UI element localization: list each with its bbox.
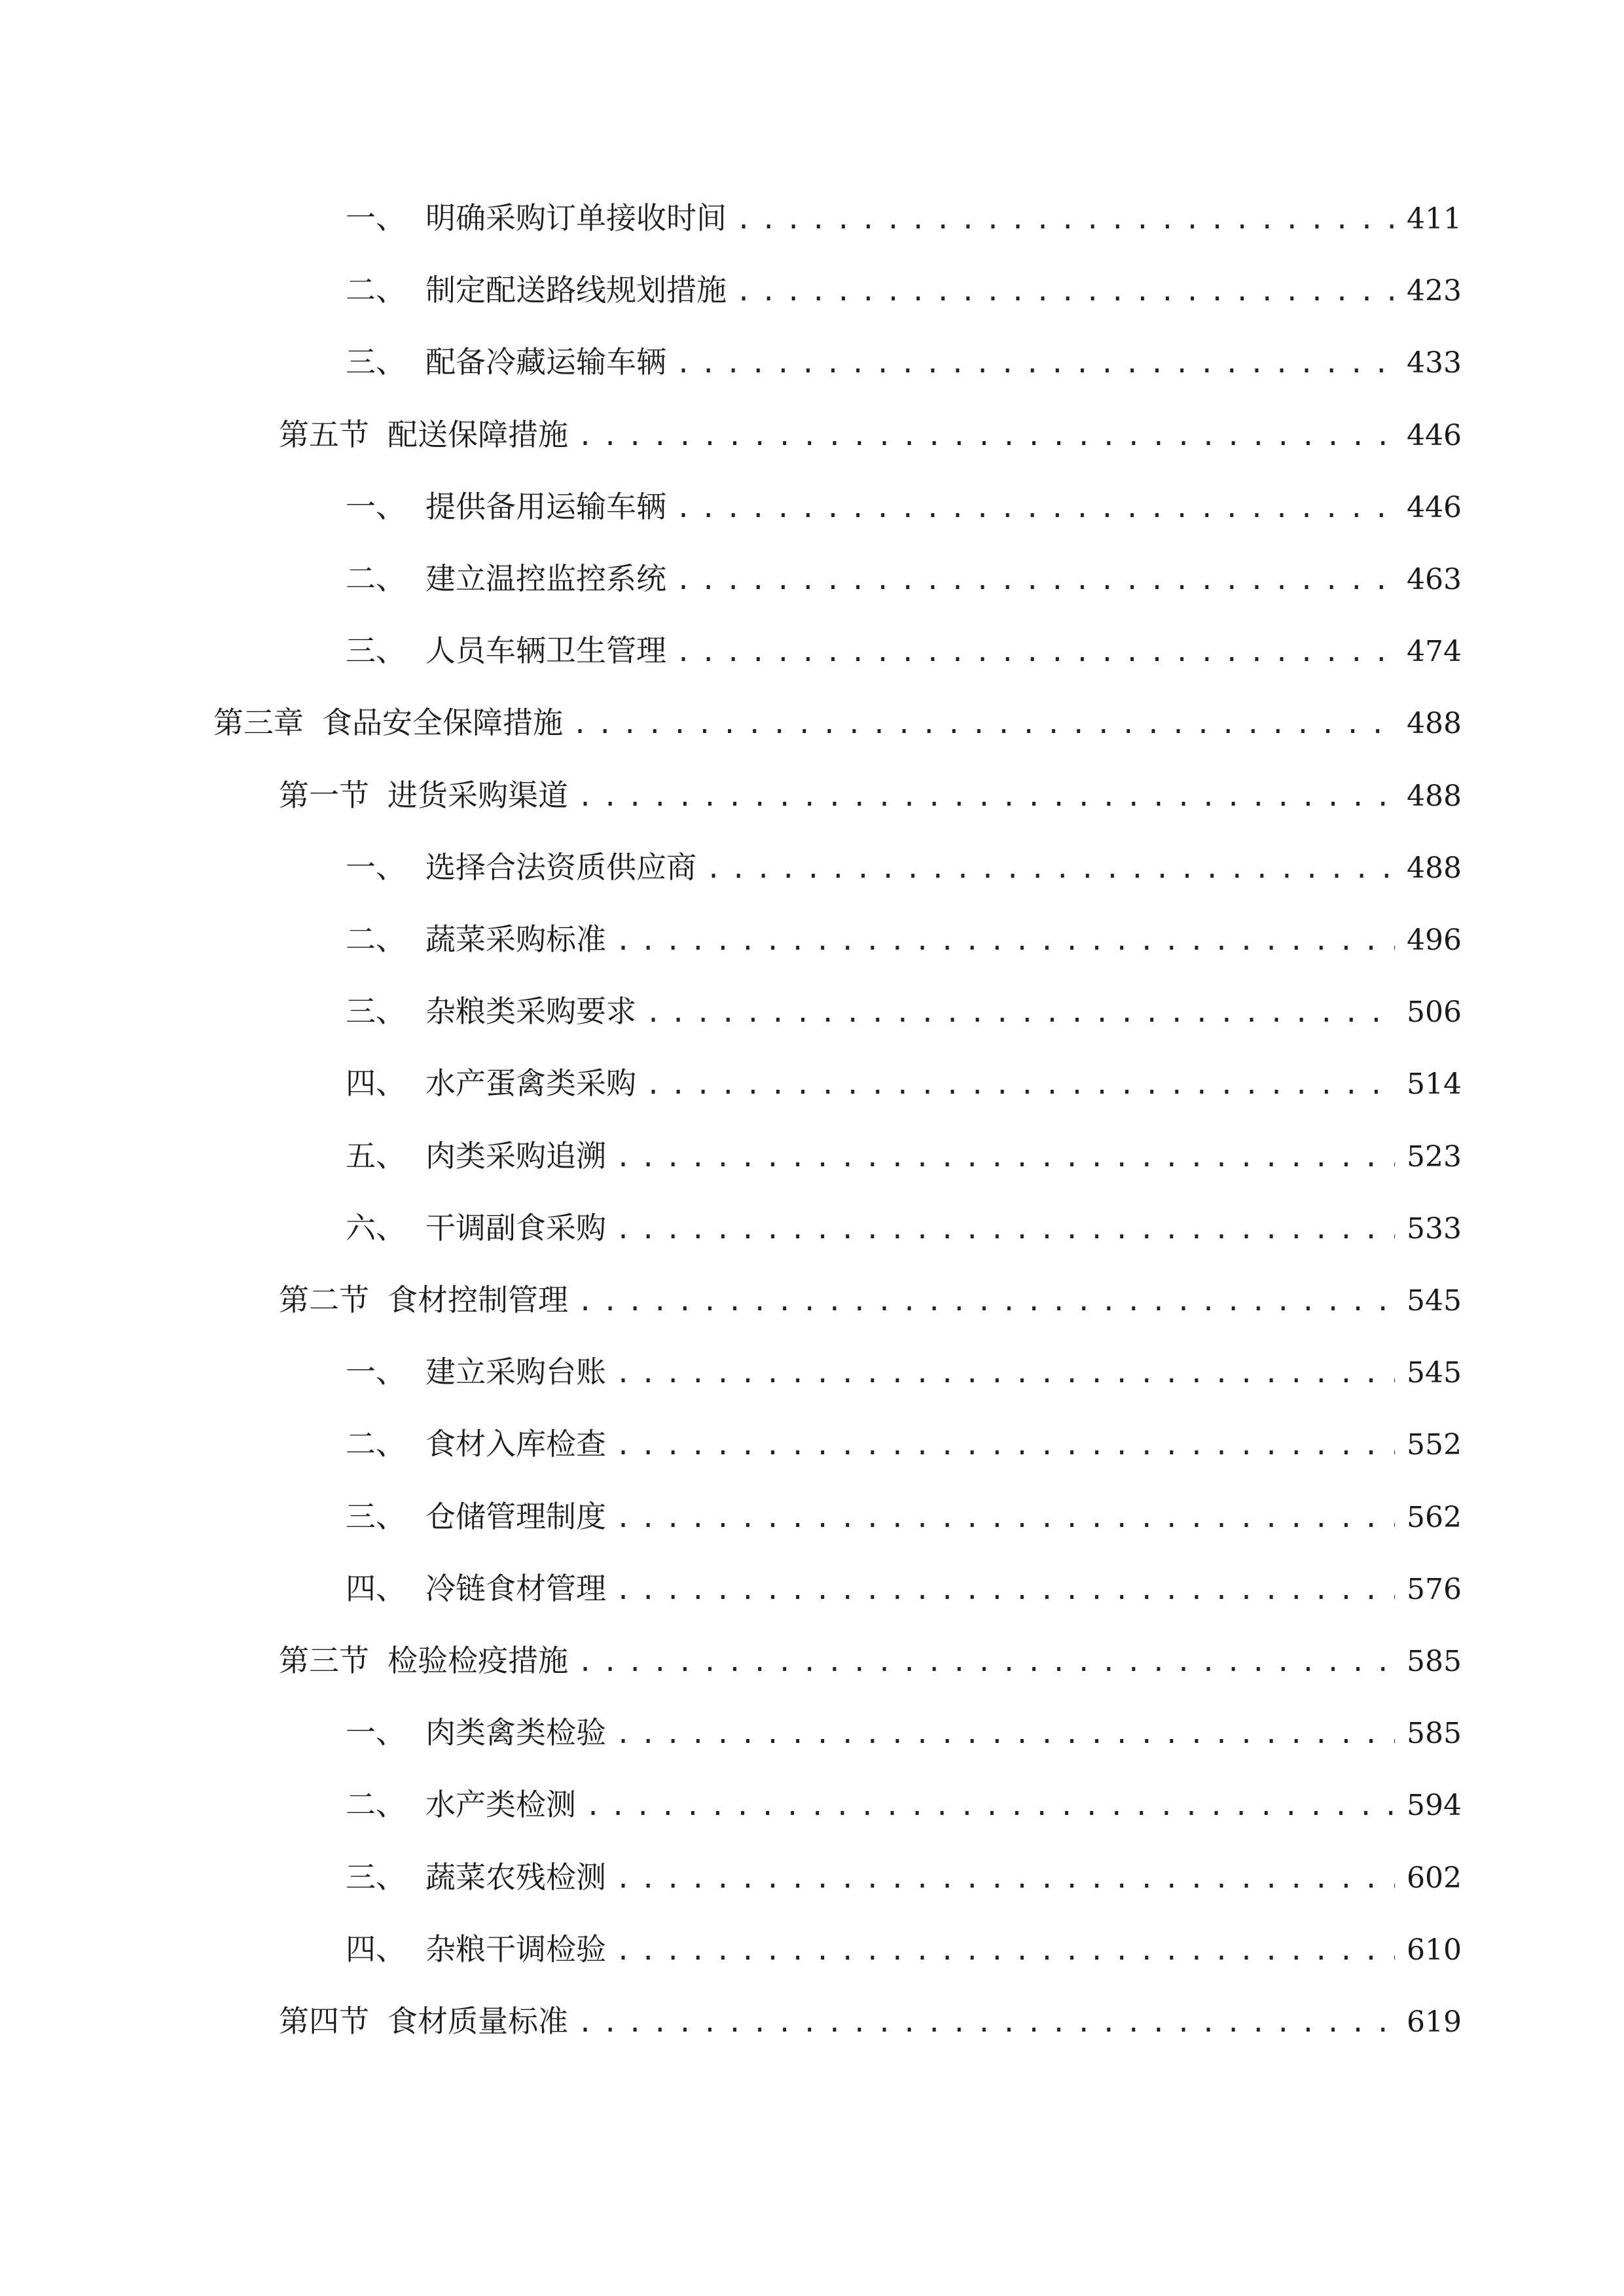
toc-entry[interactable] bbox=[346, 1421, 1462, 1467]
toc-entry-page-number: 523 bbox=[1407, 1140, 1462, 1174]
toc-dot-leader bbox=[676, 630, 1395, 675]
toc-entry-number: 第二节 bbox=[279, 1282, 369, 1318]
toc-entry-number: 一、 bbox=[346, 1715, 406, 1750]
toc-entry-page-number: 594 bbox=[1407, 1789, 1462, 1822]
toc-entry-page-number: 446 bbox=[1407, 419, 1462, 452]
toc-entry-title: 提供备用运输车辆 bbox=[425, 489, 666, 524]
toc-entry-page-number: 533 bbox=[1407, 1212, 1462, 1246]
toc-dot-leader bbox=[615, 1856, 1395, 1902]
toc-entry-page-number: 545 bbox=[1407, 1284, 1462, 1318]
toc-entry[interactable] bbox=[346, 1494, 1462, 1539]
toc-entry-page-number: 496 bbox=[1407, 924, 1462, 957]
toc-entry[interactable] bbox=[346, 267, 1462, 313]
toc-entry-number: 三、 bbox=[346, 633, 406, 668]
toc-dot-leader bbox=[645, 1062, 1395, 1108]
toc-entry-page-number: 585 bbox=[1407, 1645, 1462, 1678]
toc-entry-title: 杂粮干调检验 bbox=[425, 1931, 606, 1967]
toc-entry[interactable] bbox=[346, 1060, 1462, 1106]
toc-dot-leader bbox=[615, 918, 1395, 964]
toc-entry-page-number: 619 bbox=[1407, 2005, 1462, 2039]
toc-dot-leader bbox=[615, 1928, 1395, 1974]
toc-entry[interactable] bbox=[279, 1638, 1462, 1683]
toc-entry-page-number: 423 bbox=[1407, 274, 1462, 308]
toc-entry-number: 二、 bbox=[346, 272, 406, 308]
toc-dot-leader bbox=[645, 990, 1395, 1036]
toc-dot-leader bbox=[706, 846, 1395, 892]
toc-entry-number: 五、 bbox=[346, 1138, 406, 1174]
toc-entry-number: 三、 bbox=[346, 344, 406, 380]
toc-entry[interactable] bbox=[346, 1710, 1462, 1755]
toc-entry-page-number: 562 bbox=[1407, 1501, 1462, 1534]
toc-entry-number: 二、 bbox=[346, 1787, 406, 1822]
toc-dot-leader bbox=[615, 1207, 1395, 1253]
toc-entry-page-number: 488 bbox=[1407, 852, 1462, 885]
toc-entry[interactable] bbox=[346, 556, 1462, 601]
toc-entry-number: 第三章 bbox=[213, 705, 304, 740]
toc-entry-title: 配送保障措施 bbox=[388, 417, 568, 452]
toc-entry-title: 食材入库检查 bbox=[425, 1426, 606, 1462]
toc-entry-number: 二、 bbox=[346, 922, 406, 957]
toc-entry-title: 配备冷藏运输车辆 bbox=[425, 344, 666, 380]
toc-entry-number: 二、 bbox=[346, 561, 406, 596]
toc-entry[interactable] bbox=[346, 916, 1462, 962]
toc-entry-number: 一、 bbox=[346, 200, 406, 236]
toc-entry-number: 第五节 bbox=[279, 417, 369, 452]
toc-entry-number: 二、 bbox=[346, 1426, 406, 1462]
toc-entry-page-number: 576 bbox=[1407, 1573, 1462, 1606]
toc-entry[interactable] bbox=[346, 1349, 1462, 1395]
toc-dot-leader bbox=[736, 269, 1395, 315]
toc-entry[interactable] bbox=[279, 1277, 1462, 1323]
toc-entry-title: 选择合法资质供应商 bbox=[425, 850, 696, 885]
toc-entry-title: 水产类检测 bbox=[425, 1787, 576, 1822]
toc-dot-leader bbox=[736, 197, 1395, 243]
toc-entry-page-number: 610 bbox=[1407, 1933, 1462, 1967]
toc-entry-title: 食材质量标准 bbox=[388, 2003, 568, 2039]
toc-entry-title: 制定配送路线规划措施 bbox=[425, 272, 727, 308]
toc-entry-number: 三、 bbox=[346, 1499, 406, 1534]
toc-entry-title: 肉类禽类检验 bbox=[425, 1715, 606, 1750]
toc-dot-leader bbox=[615, 1496, 1395, 1541]
toc-entry[interactable] bbox=[279, 412, 1462, 457]
toc-entry-page-number: 463 bbox=[1407, 563, 1462, 596]
toc-entry-number: 四、 bbox=[346, 1931, 406, 1967]
toc-entry[interactable] bbox=[346, 195, 1462, 241]
toc-entry-number: 一、 bbox=[346, 489, 406, 524]
toc-entry-number: 第一节 bbox=[279, 778, 369, 813]
toc-entry-title: 建立采购台账 bbox=[425, 1354, 606, 1390]
toc-entry-number: 一、 bbox=[346, 1354, 406, 1390]
toc-entry-title: 肉类采购追溯 bbox=[425, 1138, 606, 1174]
toc-entry-page-number: 545 bbox=[1407, 1356, 1462, 1390]
toc-entry-page-number: 474 bbox=[1407, 635, 1462, 668]
toc-entry[interactable] bbox=[213, 700, 1462, 745]
toc-dot-leader bbox=[615, 1712, 1395, 1757]
toc-entry-page-number: 411 bbox=[1407, 202, 1462, 236]
toc-entry-title: 进货采购渠道 bbox=[388, 778, 568, 813]
toc-dot-leader bbox=[577, 1279, 1395, 1325]
toc-entry-page-number: 585 bbox=[1407, 1717, 1462, 1750]
toc-entry-title: 杂粮类采购要求 bbox=[425, 994, 636, 1029]
toc-entry-title: 人员车辆卫生管理 bbox=[425, 633, 666, 668]
toc-dot-leader bbox=[577, 414, 1395, 459]
toc-dot-leader bbox=[577, 1640, 1395, 1685]
toc-dot-leader bbox=[676, 341, 1395, 387]
toc-entry[interactable] bbox=[346, 988, 1462, 1034]
toc-entry-title: 水产蛋禽类采购 bbox=[425, 1066, 636, 1101]
toc-entry-title: 食材控制管理 bbox=[388, 1282, 568, 1318]
toc-entry-page-number: 552 bbox=[1407, 1428, 1462, 1462]
toc-dot-leader bbox=[615, 1568, 1395, 1613]
toc-entry-page-number: 433 bbox=[1407, 346, 1462, 380]
toc-entry[interactable] bbox=[279, 772, 1462, 818]
toc-entry-page-number: 446 bbox=[1407, 491, 1462, 524]
toc-entry-title: 冷链食材管理 bbox=[425, 1571, 606, 1606]
toc-entry-title: 食品安全保障措施 bbox=[322, 705, 563, 740]
toc-entry-page-number: 514 bbox=[1407, 1067, 1462, 1101]
toc-entry-title: 明确采购订单接收时间 bbox=[425, 200, 727, 236]
toc-entry[interactable] bbox=[346, 339, 1462, 385]
toc-dot-leader bbox=[615, 1135, 1395, 1181]
toc-entry-title: 建立温控监控系统 bbox=[425, 561, 666, 596]
toc-entry[interactable] bbox=[346, 628, 1462, 673]
toc-entry[interactable] bbox=[346, 1782, 1462, 1827]
toc-entry-number: 三、 bbox=[346, 1859, 406, 1895]
toc-entry[interactable] bbox=[279, 1998, 1462, 2044]
toc-entry-number: 第三节 bbox=[279, 1643, 369, 1678]
toc-entry-number: 第四节 bbox=[279, 2003, 369, 2039]
toc-dot-leader bbox=[577, 774, 1395, 820]
toc-entry-title: 仓储管理制度 bbox=[425, 1499, 606, 1534]
toc-entry-title: 干调副食采购 bbox=[425, 1210, 606, 1246]
toc-entry-page-number: 506 bbox=[1407, 996, 1462, 1029]
toc-entry-title: 检验检疫措施 bbox=[388, 1643, 568, 1678]
toc-entry-number: 三、 bbox=[346, 994, 406, 1029]
toc-entry[interactable] bbox=[346, 1566, 1462, 1611]
toc-entry-page-number: 602 bbox=[1407, 1861, 1462, 1895]
toc-dot-leader bbox=[577, 2000, 1395, 2046]
toc-entry[interactable] bbox=[346, 844, 1462, 890]
toc-dot-leader bbox=[585, 1784, 1395, 1829]
toc-entry[interactable] bbox=[346, 1854, 1462, 1900]
toc-entry-page-number: 488 bbox=[1407, 780, 1462, 813]
toc-entry[interactable] bbox=[346, 484, 1462, 529]
toc-entry-number: 四、 bbox=[346, 1066, 406, 1101]
toc-dot-leader bbox=[676, 558, 1395, 603]
toc-dot-leader bbox=[615, 1351, 1395, 1397]
toc-dot-leader bbox=[572, 702, 1395, 747]
toc-entry-number: 一、 bbox=[346, 850, 406, 885]
toc-entry-title: 蔬菜采购标准 bbox=[425, 922, 606, 957]
toc-entry-number: 六、 bbox=[346, 1210, 406, 1246]
toc-entry[interactable] bbox=[346, 1133, 1462, 1179]
toc-dot-leader bbox=[676, 486, 1395, 531]
toc-dot-leader bbox=[615, 1423, 1395, 1469]
toc-entry[interactable] bbox=[346, 1205, 1462, 1251]
toc-entry-title: 蔬菜农残检测 bbox=[425, 1859, 606, 1895]
toc-entry[interactable] bbox=[346, 1926, 1462, 1972]
toc-entry-number: 四、 bbox=[346, 1571, 406, 1606]
toc-entry-page-number: 488 bbox=[1407, 707, 1462, 740]
